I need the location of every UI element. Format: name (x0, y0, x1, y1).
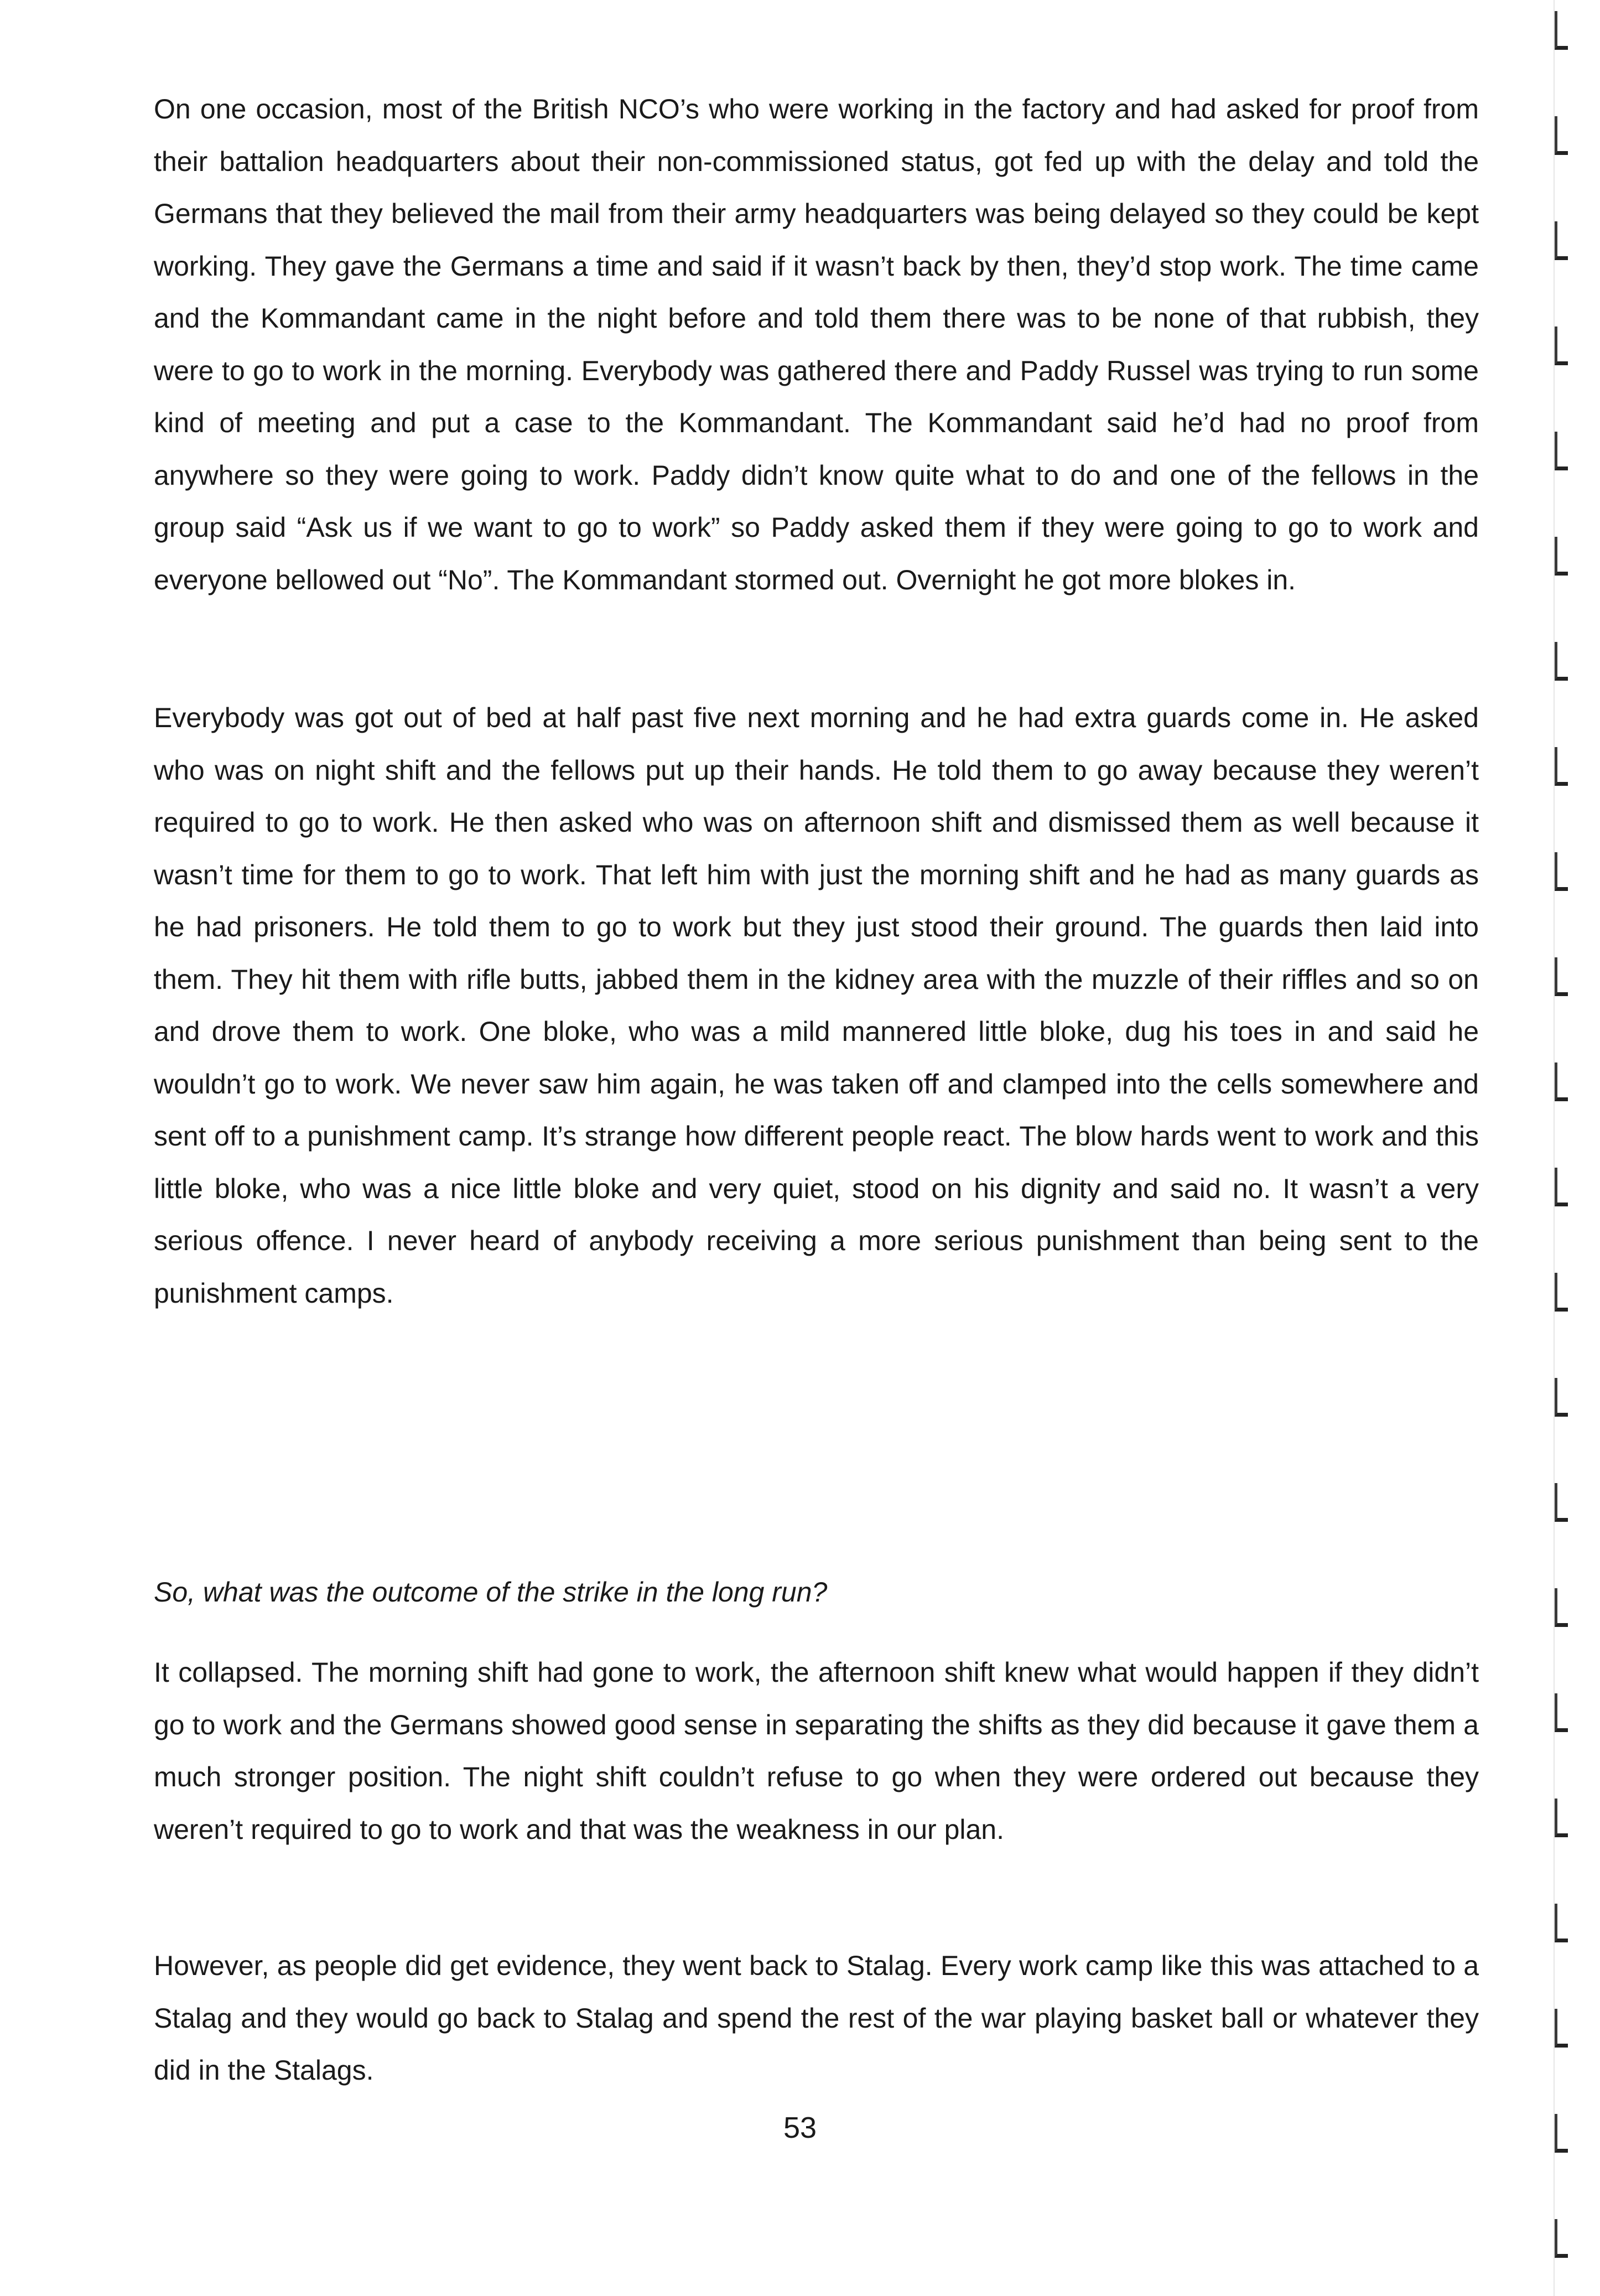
paragraph-morning-roundup: Everybody was got out of bed at half past five next morning and he had extra guards come in. He asked who was on night shift and the fellows put up their hands. He told them to go away because they weren’t required to go to work. He then asked who was on afternoon shift and dismissed them as well because it wasn’t time for them to go to work. That left him with just the morning shift and he had as many guards as he had prisoners. He told them to go to work but they just stood their ground. The guards then laid into them. They hit them with rifle butts, jabbed them in the kidney area with the muzzle of their riffles and so on and drove them to work. One bloke, who was a mild mannered little bloke, dug his toes in and said he wouldn’t go to work. We never saw him again, he was taken off and clamped into the cells somewhere and sent off to a punishment camp. It’s strange how different people react. The blow hards went to work and this little bloke, who was a nice little bloke and very quiet, stood on his dignity and said no. It wasn’t a very serious offence. I never heard of anybody receiving a more serious punishment than being sent to the punishment camps. (154, 702, 1479, 1309)
binding-mark (1555, 852, 1568, 891)
binding-mark (1555, 537, 1568, 576)
binding-edge (1549, 0, 1588, 2296)
binding-mark (1555, 432, 1568, 470)
binding-mark (1555, 1378, 1568, 1417)
binding-mark (1555, 957, 1568, 996)
binding-mark (1555, 1063, 1568, 1101)
binding-mark (1555, 326, 1568, 365)
binding-mark (1555, 747, 1568, 786)
binding-mark (1555, 1904, 1568, 1942)
interview-question: So, what was the outcome of the strike in the long run? (154, 1577, 828, 1608)
binding-mark (1555, 116, 1568, 155)
binding-mark (1555, 2009, 1568, 2048)
paragraph-strike-collapse: It collapsed. The morning shift had gone to work, the afternoon shift knew what would happen if they didn’t go to work and the Germans showed good sense in separating the shifts as they did because it gave them a much stronger position. The night shift couldn’t refuse to go when they were ordered out because they weren’t required to go to work and that was the weakness in our plan. (154, 1657, 1479, 1845)
binding-mark (1555, 2114, 1568, 2153)
binding-mark (1555, 1588, 1568, 1627)
binding-mark (1555, 11, 1568, 50)
binding-mark (1555, 1273, 1568, 1312)
binding-mark (1555, 1483, 1568, 1522)
binding-mark (1555, 642, 1568, 681)
paragraph-strike-meeting: On one occasion, most of the British NCO’s who were working in the factory and had asked for proof from their battalion headquarters about their non-commissioned status, got fed up with the delay and told the Germans that they believed the mail from their army headquarters was being delayed so they could be kept working. They gave the Germans a time and said if it wasn’t back by then, they’d stop work. The time came and the Kommandant came in the night before and told them there was to be none of that rubbish, they were to go to work in the morning. Everybody was gathered there and Paddy Russel was trying to run some kind of meeting and put a case to the Kommandant. The Kommandant said he’d had no proof from anywhere so they were going to work. Paddy didn’t know quite what to do and one of the fellows in the group said “Ask us if we want to go to work” so Paddy asked them if they were going to go to work and everyone bellowed out “No”. The Kommandant stormed out. Overnight he got more blokes in. (154, 94, 1479, 595)
binding-mark (1555, 1799, 1568, 1837)
page-number: 53 (783, 2111, 817, 2144)
binding-mark (1555, 1693, 1568, 1732)
binding-mark (1555, 1168, 1568, 1206)
paragraph-stalag-return: However, as people did get evidence, they went back to Stalag. Every work camp like this was attached to a Stalag and they would go back to Stalag and spend the rest of the war playing basket ball or whatever they did in the Stalags. (154, 1950, 1479, 2086)
binding-mark (1555, 221, 1568, 260)
binding-mark (1555, 2219, 1568, 2258)
